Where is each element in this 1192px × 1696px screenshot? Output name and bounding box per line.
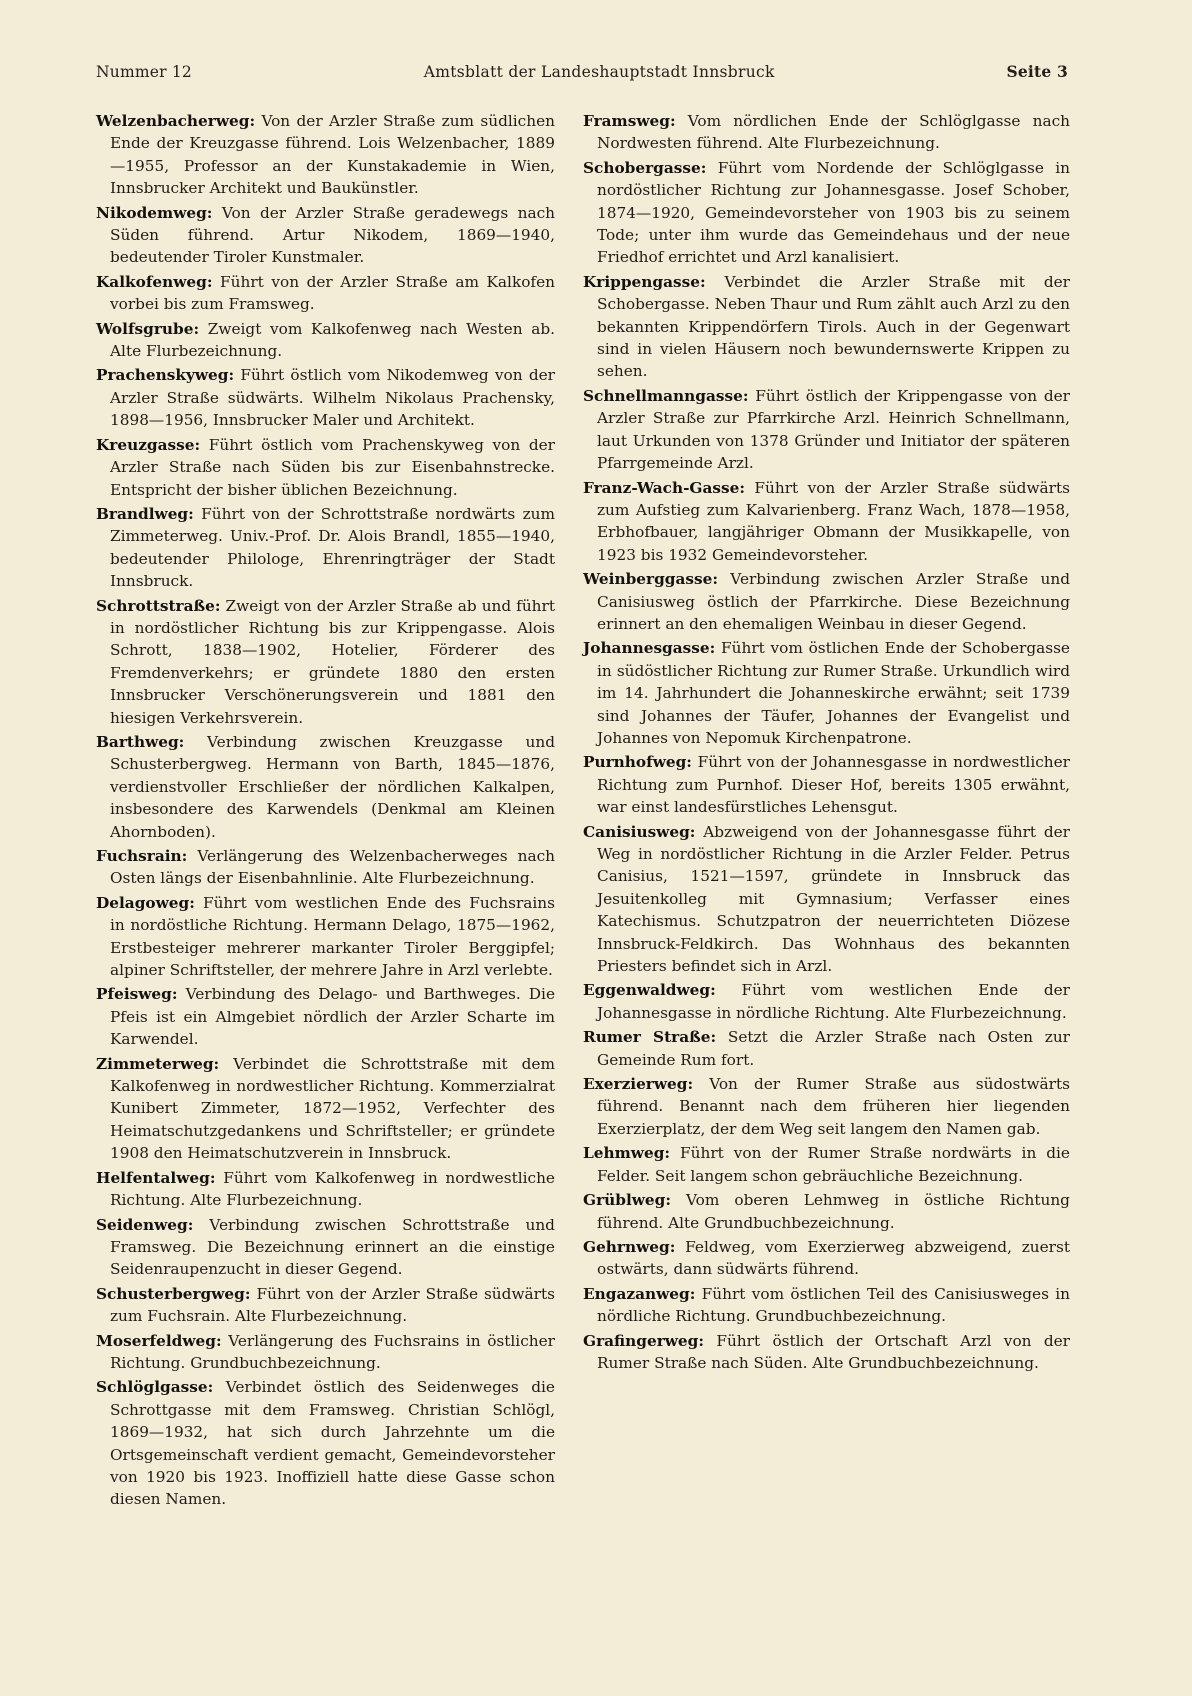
street-name: Welzenbacherweg: — [96, 112, 256, 130]
street-description: Abzweigend von der Johannesgasse führt der Weg in nordöstlicher Richtung in die Arzler Felder. Petrus Canisius, 1521—1597, gründete in Innsbruck das Jesuitenkolleg mit Gymnasium; Verfasser eines Katechismus. Schutzpatron der neuerrichteten Diözese Innsbruck-Feldkirch. Das Wohnhaus des bekannten Priesters befindet sich in Arzl. — [597, 822, 1070, 976]
street-name: Framsweg: — [583, 112, 676, 130]
street-name: Zimmeterweg: — [96, 1054, 220, 1073]
street-description: Führt von der Johannesgasse in nordwestlicher Richtung zum Purnhof. Dieser Hof, bereits 1305 erwähnt, war einst landesfürstliches Lehensgut. — [597, 753, 1070, 817]
street-entry — [583, 1330, 1070, 1375]
street-description: Führt vom östlichen Ende der Schobergasse in südöstlicher Richtung zur Rumer Straße. Urkundlich wird im 14. Jahrhundert die Johanneskirche erwähnt; seit 1739 sind Johannes der Täufer, Johannes der Evangelist und Johannes von Nepomuk Kirchenpatrone. — [597, 639, 1070, 747]
street-entry — [583, 1236, 1070, 1281]
street-entry — [583, 821, 1070, 978]
street-description: Führt von der Arzler Straße südwärts zum Aufstieg zum Kalvarienberg. Franz Wach, 1878—1958, Erbhofbauer, langjähriger Obmann der Musikkapelle, von 1923 bis 1932 Gemeindevorsteher. — [597, 478, 1070, 564]
street-entry — [583, 157, 1070, 269]
street-entry — [96, 595, 555, 729]
street-description: Verlängerung des Fuchsrains in östlicher Richtung. Grundbuchbezeichnung. — [110, 1331, 555, 1372]
street-entry — [96, 434, 555, 501]
street-name: Lehmweg: — [583, 1144, 671, 1163]
street-name: Kreuzgasse: — [96, 435, 201, 454]
street-entry — [96, 1214, 555, 1281]
street-description: Führt östlich der Krippengasse von der Arzler Straße zur Pfarrkirche Arzl. Heinrich Schnellmann, laut Urkunden von 1378 Gründer und Initiator der späteren Pfarrgemeinde Arzl. — [597, 386, 1070, 473]
page-header — [96, 62, 1068, 81]
street-entry — [583, 1073, 1070, 1140]
street-name: Gehrnweg: — [583, 1237, 676, 1256]
street-description: Verbindung zwischen Arzler Straße und Canisiusweg östlich der Pfarrkirche. Diese Bezeichnung erinnert an den ehemaligen Weinbau in dieser Gegend. — [597, 570, 1070, 633]
street-name: Pfeisweg: — [96, 985, 178, 1004]
street-description: Verlängerung des Welzenbacherweges nach Osten längs der Eisenbahnlinie. Alte Flurbezeichnung. — [110, 847, 555, 888]
street-description: Zweigt vom Kalkofenweg nach Westen ab. Alte Flurbezeichnung. — [110, 319, 555, 361]
street-entry — [96, 364, 555, 431]
street-entry — [96, 731, 555, 843]
street-name: Moserfeldweg: — [96, 1331, 222, 1350]
street-entry — [583, 979, 1070, 1024]
street-description: Von der Rumer Straße aus südostwärts führend. Benannt nach dem früheren hier liegenden Exerzierplatz, der dem Weg seit langem den Namen gab. — [597, 1075, 1070, 1138]
street-name: Schrottstraße: — [96, 596, 221, 615]
street-description: Verbindung des Delago- und Barthweges. Die Pfeis ist ein Almgebiet nördlich der Arzler Scharte im Karwendel. — [110, 985, 555, 1049]
issue-number: Nummer 12 — [96, 63, 192, 81]
street-name: Delagoweg: — [96, 893, 195, 912]
street-description: Führt von der Rumer Straße nordwärts in die Felder. Seit langem schon gebräuchliche Bezeichnung. — [597, 1144, 1070, 1185]
street-entry — [96, 1376, 555, 1510]
street-entry — [96, 1167, 555, 1212]
street-description: Verbindet die Arzler Straße mit der Schobergasse. Neben Thaur und Rum zählt auch Arzl zu den bekannten Krippendörfern Tirols. Auch in der Gegenwart sind in vielen Häusern noch bewundernswerte Krippen zu sehen. — [597, 272, 1070, 381]
street-description: Von der Arzler Straße geradewegs nach Süden führend. Artur Nikodem, 1869—1940, bedeutender Tiroler Kunstmaler. — [110, 203, 555, 267]
street-entry — [583, 110, 1070, 155]
street-description: Führt von der Arzler Straße südwärts zum Fuchsrain. Alte Flurbezeichnung. — [110, 1284, 555, 1326]
street-description: Zweigt von der Arzler Straße ab und führt in nordöstlicher Richtung bis zur Krippengasse. Alois Schrott, 1838—1902, Hotelier, Förderer des Fremdenverkehrs; er gründete 1880 den ersten Innsbrucker Verschönerungsverein und 1881 den hiesigen Verkehrsverein. — [110, 596, 555, 727]
street-name: Schusterbergweg: — [96, 1284, 251, 1303]
street-description: Führt vom Nordende der Schlöglgasse in nordöstlicher Richtung zur Johannesgasse. Josef Schober, 1874—1920, Gemeindevorsteher von 1903 bis zu seinem Tode; unter ihm wurde das Gemeindehaus und der neue Friedhof errichtet und Arzl kanalisiert. — [597, 158, 1070, 267]
street-name: Schobergasse: — [583, 158, 707, 177]
street-name: Johannesgasse: — [583, 639, 716, 658]
street-name: Nikodemweg: — [96, 203, 213, 222]
street-name: Krippengasse: — [583, 272, 706, 291]
street-name: Fuchsrain: — [96, 847, 188, 865]
street-name: Kalkofenweg: — [96, 272, 213, 291]
left-column — [96, 110, 555, 1513]
street-name: Franz-Wach-Gasse: — [583, 478, 746, 497]
publication-title: Amtsblatt der Landeshauptstadt Innsbruck — [423, 63, 775, 81]
street-entry — [583, 271, 1070, 383]
street-entry — [583, 751, 1070, 818]
street-entry — [96, 503, 555, 593]
street-description: Vom oberen Lehmweg in östliche Richtung führend. Alte Grundbuchbezeichnung. — [597, 1191, 1070, 1232]
right-column — [583, 110, 1070, 1376]
street-name: Exerzierweg: — [583, 1075, 694, 1094]
street-name: Helfentalweg: — [96, 1168, 216, 1187]
page-number: Seite 3 — [1006, 62, 1068, 81]
street-entry — [96, 1330, 555, 1375]
street-description: Verbindet die Schrottstraße mit dem Kalkofenweg in nordwestlicher Richtung. Kommerzialrat Kunibert Zimmeter, 1872—1952, Verfechter des Heimatschutzgedankens und Schriftsteller; er gründete 1908 den Heimatschutzverein in Innsbruck. — [110, 1054, 555, 1163]
street-name: Wolfsgrube: — [96, 319, 200, 338]
street-description: Führt östlich der Ortschaft Arzl von der Rumer Straße nach Süden. Alte Grundbuchbezeichnung. — [597, 1331, 1070, 1372]
street-name: Grüblweg: — [583, 1191, 671, 1210]
street-description: Führt vom westlichen Ende der Johannesgasse in nördliche Richtung. Alte Flurbezeichnung. — [597, 981, 1070, 1022]
street-description: Führt von der Schrottstraße nordwärts zum Zimmeterweg. Univ.-Prof. Dr. Alois Brandl, 1855—1940, bedeutender Philologe, Ehrenringträger der Stadt Innsbruck. — [110, 504, 555, 591]
street-entry — [583, 1142, 1070, 1187]
street-name: Grafingerweg: — [583, 1331, 705, 1350]
street-description: Verbindung zwischen Kreuzgasse und Schusterbergweg. Hermann von Barth, 1845—1876, verdienstvoller Erschließer der nördlichen Kalkalpen, insbesondere des Karwendels (Denkmal am Kleinen Ahornboden). — [110, 732, 555, 841]
street-entry — [583, 568, 1070, 635]
street-description: Setzt die Arzler Straße nach Osten zur Gemeinde Rum fort. — [597, 1028, 1070, 1069]
street-name: Schnellmanngasse: — [583, 386, 749, 405]
street-description: Feldweg, vom Exerzierweg abzweigend, zuerst ostwärts, dann südwärts führend. — [597, 1237, 1070, 1279]
street-description: Verbindung zwischen Schrottstraße und Framsweg. Die Bezeichnung erinnert an die einstige Seidenraupenzucht in dieser Gegend. — [110, 1215, 555, 1279]
street-entry — [583, 1189, 1070, 1234]
street-name: Schlöglgasse: — [96, 1378, 214, 1397]
street-entry — [96, 892, 555, 982]
street-entry — [583, 477, 1070, 567]
street-name: Rumer Straße: — [583, 1028, 717, 1047]
street-name: Engazanweg: — [583, 1284, 696, 1303]
street-description: Vom nördlichen Ende der Schlöglgasse nach Nordwesten führend. Alte Flurbezeichnung. — [597, 112, 1070, 153]
street-name: Canisiusweg: — [583, 822, 696, 841]
street-entry — [96, 845, 555, 890]
street-name: Seidenweg: — [96, 1215, 194, 1234]
street-description: Führt von der Arzler Straße am Kalkofen vorbei bis zum Framsweg. — [110, 272, 555, 314]
street-description: Führt vom östlichen Teil des Canisiusweges in nördliche Richtung. Grundbuchbezeichnung. — [597, 1284, 1070, 1326]
street-entry — [96, 271, 555, 316]
street-description: Führt östlich vom Prachenskyweg von der Arzler Straße nach Süden bis zur Eisenbahnstrecke. Entspricht der bisher üblichen Bezeichnung. — [110, 435, 555, 499]
street-entry — [583, 1026, 1070, 1071]
street-entry — [96, 1283, 555, 1328]
street-entry — [583, 637, 1070, 749]
street-entry — [583, 1283, 1070, 1328]
street-entry — [583, 385, 1070, 475]
street-description: Führt vom westlichen Ende des Fuchsrains in nordöstliche Richtung. Hermann Delago, 1875—1962, Erstbesteiger mehrerer markanter Tiroler Berggipfel; alpiner Schriftsteller, der mehrere Jahre in Arzl verlebte. — [110, 893, 555, 980]
street-name: Barthweg: — [96, 732, 185, 751]
street-entry — [96, 318, 555, 363]
street-description: Von der Arzler Straße zum südlichen Ende der Kreuzgasse führend. Lois Welzenbacher, 1889—1955, Professor an der Kunstakademie in Wien, Innsbrucker Architekt und Baukünstler. — [110, 112, 555, 198]
street-name: Brandlweg: — [96, 504, 194, 523]
street-description: Führt östlich vom Nikodemweg von der Arzler Straße südwärts. Wilhelm Nikolaus Prachensky, 1898—1956, Innsbrucker Maler und Architekt. — [110, 366, 555, 430]
street-entry — [96, 110, 555, 200]
street-entry — [96, 202, 555, 269]
street-name: Weinberggasse: — [583, 570, 718, 589]
street-name: Prachenskyweg: — [96, 366, 235, 385]
street-description: Verbindet östlich des Seidenweges die Schrottgasse mit dem Framsweg. Christian Schlögl, 1869—1932, hat sich durch Jahrzehnte um die Ortsgemeinschaft verdient gemacht, Gemeindevorsteher von 1920 bis 1923. Inoffiziell hatte diese Gasse schon diesen Namen. — [110, 1378, 555, 1509]
street-name: Eggenwaldweg: — [583, 981, 716, 1000]
street-entry — [96, 1053, 555, 1165]
street-description: Führt vom Kalkofenweg in nordwestliche Richtung. Alte Flurbezeichnung. — [110, 1168, 555, 1210]
street-name: Purnhofweg: — [583, 753, 692, 772]
street-entry — [96, 983, 555, 1050]
